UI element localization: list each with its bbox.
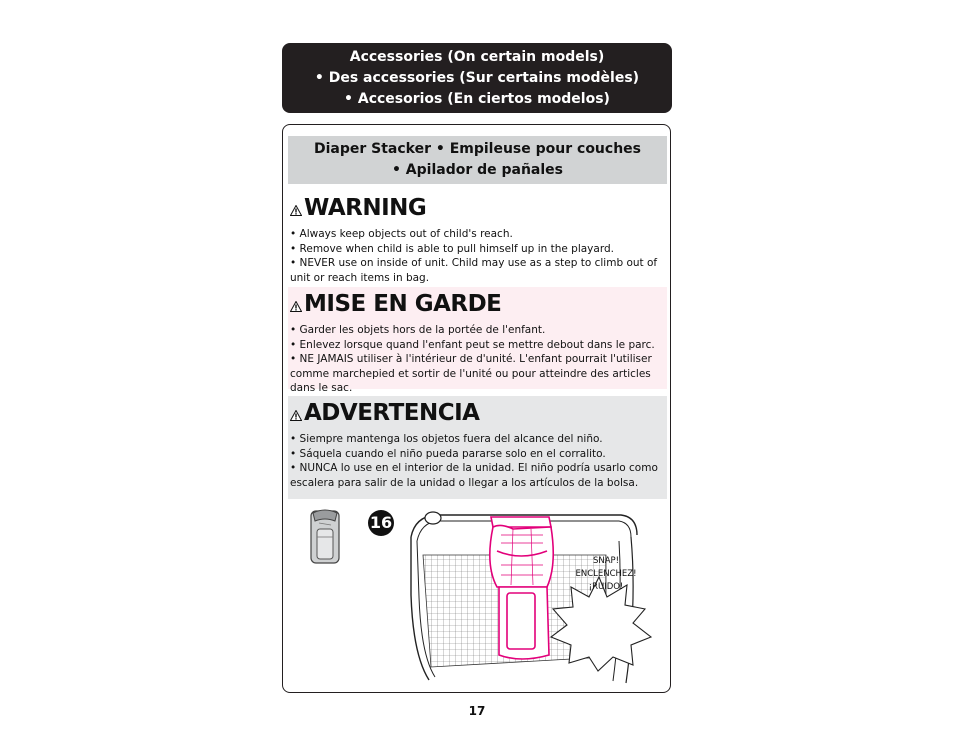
mise-en-garde-item: • Enlevez lorsque quand l'enfant peut se mettre debout dans le parc. <box>290 338 655 351</box>
instruction-card <box>282 124 671 693</box>
warning-list <box>290 227 665 285</box>
warning-item: • Always keep objects out of child's reach. <box>290 228 513 240</box>
figure-number-badge: 16 <box>368 510 394 536</box>
warning-section-fr <box>288 287 667 394</box>
warning-title <box>290 191 665 221</box>
mise-en-garde-title-text: MISE EN GARDE <box>304 291 502 317</box>
subhead-line-2: • Apilador de pañales <box>391 162 564 178</box>
playard-illustration <box>401 505 669 687</box>
advertencia-list <box>290 432 665 490</box>
diaper-stacker-thumbnail <box>307 507 343 567</box>
advertencia-item: • Sáquela cuando el niño pueda pararse solo en el corralito. <box>290 447 606 460</box>
accessories-header <box>282 43 672 113</box>
warning-triangle-icon <box>290 410 302 421</box>
header-line-en: Accessories (On certain models) <box>349 48 605 65</box>
callout-snap: SNAP! <box>592 556 620 566</box>
header-line-es: • Accesorios (En ciertos modelos) <box>344 90 610 107</box>
snap-callout <box>551 555 661 594</box>
warning-section-es <box>288 396 667 499</box>
warning-item: • NEVER use on inside of unit. Child may use as a step to climb out of unit or reach items in bag. <box>290 257 658 284</box>
callout-enclenchez: ENCLENCHEZ! <box>575 569 637 579</box>
advertencia-title <box>290 396 665 426</box>
warning-triangle-icon <box>290 205 302 216</box>
warning-triangle-icon <box>290 301 302 312</box>
advertencia-title-text: ADVERTENCIA <box>304 400 480 426</box>
advertencia-item: • NUNCA lo use en el interior de la unidad. El niño podría usarlo como escalera para salir de la unidad o llegar a los artículos de la bolsa. <box>290 462 658 489</box>
mise-en-garde-item: • Garder les objets hors de la portée de l'enfant. <box>290 324 546 336</box>
warning-title-text: WARNING <box>304 195 427 221</box>
mise-en-garde-list <box>290 323 665 396</box>
warning-item: • Remove when child is able to pull himself up in the playard. <box>290 242 614 255</box>
warning-section-en <box>288 191 667 283</box>
subhead-line-1: Diaper Stacker • Empileuse pour couches <box>313 141 641 157</box>
page-number: 17 <box>468 704 486 718</box>
header-line-fr: • Des accessories (Sur certains modèles) <box>314 69 640 86</box>
mise-en-garde-item: • NE JAMAIS utiliser à l'intérieur de d'unité. L'enfant pourrait l'utiliser comme marchepied et sortir de l'unité ou pour atteindre des articles dans le sac. <box>290 353 652 394</box>
diaper-stacker-subhead <box>288 136 667 184</box>
advertencia-item: • Siempre mantenga los objetos fuera del alcance del niño. <box>290 433 603 445</box>
callout-ruido: ¡RUIDO! <box>588 582 624 592</box>
mise-en-garde-title <box>290 287 665 317</box>
